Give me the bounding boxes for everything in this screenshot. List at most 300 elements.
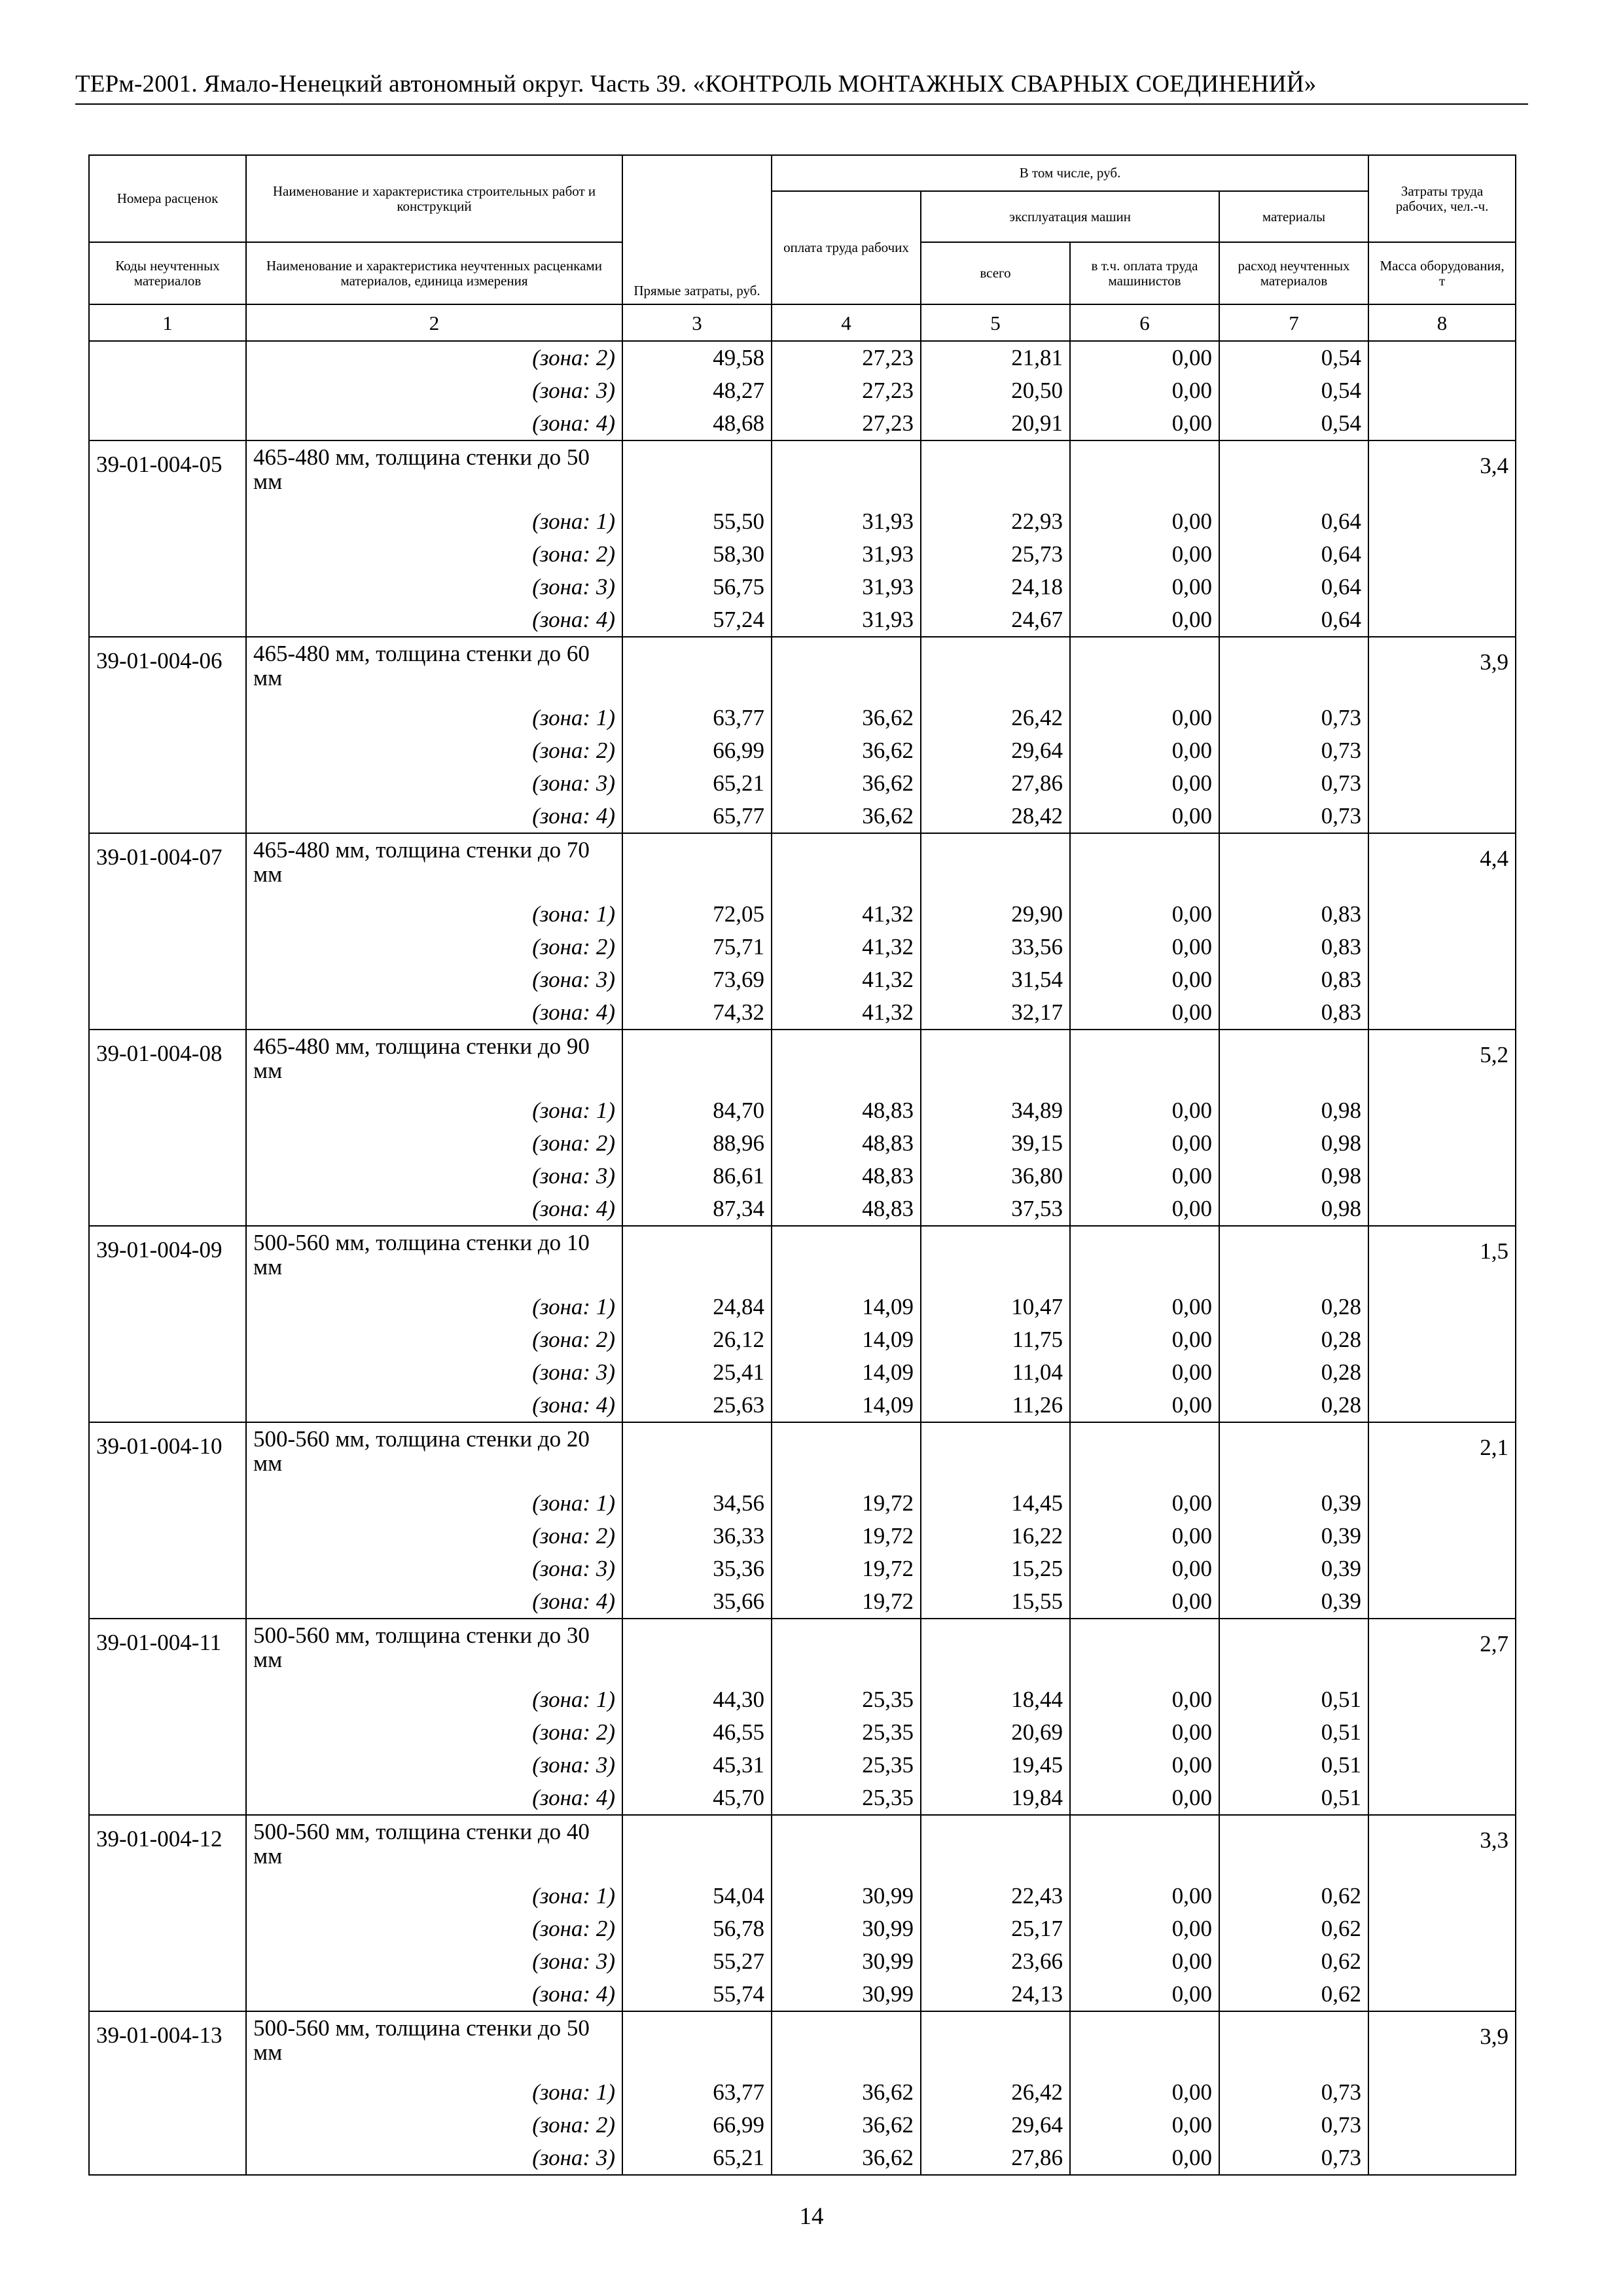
- labor-costs-value: 1,5: [1368, 1226, 1516, 1291]
- zone-label: (зона: 3): [246, 1160, 622, 1193]
- rate-code: 39-01-004-12: [89, 1815, 246, 1880]
- labor-cell: [1368, 1683, 1516, 1716]
- labor-cell: [1368, 800, 1516, 833]
- zone-label: (зона: 3): [246, 963, 622, 996]
- col-number: 8: [1368, 304, 1516, 341]
- materials-cell: 0,73: [1219, 2076, 1368, 2109]
- zone-label: (зона: 2): [246, 1716, 622, 1749]
- direct-costs-cell: 55,50: [622, 505, 772, 538]
- zone-label: (зона: 4): [246, 603, 622, 637]
- empty-cell: [772, 1030, 921, 1094]
- worker-pay-cell: 25,35: [772, 1749, 921, 1782]
- code-cell: [89, 374, 246, 407]
- machinist-pay-cell: 0,00: [1070, 538, 1219, 571]
- direct-costs-cell: 63,77: [622, 702, 772, 734]
- worker-pay-cell: 41,32: [772, 963, 921, 996]
- zone-row: [89, 1978, 1516, 2011]
- materials-cell: 0,83: [1219, 931, 1368, 963]
- worker-pay-cell: 19,72: [772, 1520, 921, 1552]
- zone-label: (зона: 4): [246, 1782, 622, 1815]
- table-header: [89, 155, 1516, 341]
- empty-cell: [1219, 1619, 1368, 1683]
- code-cell: [89, 1585, 246, 1619]
- materials-cell: 0,39: [1219, 1585, 1368, 1619]
- zone-row: [89, 1520, 1516, 1552]
- col-number: 6: [1070, 304, 1219, 341]
- rate-description: 465-480 мм, толщина стенки до 90 мм: [246, 1030, 622, 1094]
- materials-cell: 0,64: [1219, 505, 1368, 538]
- materials-cell: 0,28: [1219, 1356, 1368, 1389]
- zone-row: [89, 1585, 1516, 1619]
- empty-cell: [772, 1815, 921, 1880]
- direct-costs-cell: 75,71: [622, 931, 772, 963]
- col-number: 3: [622, 304, 772, 341]
- zone-row: [89, 1716, 1516, 1749]
- empty-cell: [1070, 2011, 1219, 2076]
- zone-label: (зона: 3): [246, 2142, 622, 2175]
- code-cell: [89, 1487, 246, 1520]
- empty-cell: [772, 1422, 921, 1487]
- direct-costs-cell: 46,55: [622, 1716, 772, 1749]
- labor-cell: [1368, 1094, 1516, 1127]
- worker-pay-cell: 31,93: [772, 538, 921, 571]
- machines-total-cell: 25,17: [921, 1912, 1070, 1945]
- code-cell: [89, 1945, 246, 1978]
- materials-cell: 0,62: [1219, 1912, 1368, 1945]
- zone-row: [89, 767, 1516, 800]
- zone-label: (зона: 3): [246, 571, 622, 603]
- col-equipment-mass: Масса оборудования, т: [1368, 242, 1516, 304]
- labor-cell: [1368, 538, 1516, 571]
- zone-label: (зона: 3): [246, 1945, 622, 1978]
- labor-cell: [1368, 1291, 1516, 1323]
- col-direct-costs: Прямые затраты, руб.: [622, 155, 772, 304]
- zone-row: [89, 1160, 1516, 1193]
- code-cell: [89, 1782, 246, 1815]
- worker-pay-cell: 36,62: [772, 2109, 921, 2142]
- labor-cell: [1368, 1552, 1516, 1585]
- worker-pay-cell: 36,62: [772, 800, 921, 833]
- worker-pay-cell: 14,09: [772, 1356, 921, 1389]
- direct-costs-cell: 58,30: [622, 538, 772, 571]
- direct-costs-cell: 88,96: [622, 1127, 772, 1160]
- labor-cell: [1368, 603, 1516, 637]
- zone-row: [89, 1749, 1516, 1782]
- zone-row: [89, 1389, 1516, 1422]
- worker-pay-cell: 48,83: [772, 1193, 921, 1226]
- direct-costs-cell: 36,33: [622, 1520, 772, 1552]
- zone-row: [89, 1094, 1516, 1127]
- machinist-pay-cell: 0,00: [1070, 996, 1219, 1030]
- machines-total-cell: 20,91: [921, 407, 1070, 440]
- materials-cell: 0,98: [1219, 1094, 1368, 1127]
- materials-cell: 0,64: [1219, 538, 1368, 571]
- machines-total-cell: 37,53: [921, 1193, 1070, 1226]
- worker-pay-cell: 30,99: [772, 1945, 921, 1978]
- direct-costs-cell: 66,99: [622, 2109, 772, 2142]
- materials-cell: 0,39: [1219, 1552, 1368, 1585]
- direct-costs-cell: 44,30: [622, 1683, 772, 1716]
- materials-cell: 0,98: [1219, 1193, 1368, 1226]
- machinist-pay-cell: 0,00: [1070, 1356, 1219, 1389]
- machinist-pay-cell: 0,00: [1070, 1945, 1219, 1978]
- machines-total-cell: 10,47: [921, 1291, 1070, 1323]
- machinist-pay-cell: 0,00: [1070, 571, 1219, 603]
- materials-cell: 0,62: [1219, 1978, 1368, 2011]
- direct-costs-cell: 26,12: [622, 1323, 772, 1356]
- direct-costs-cell: 56,78: [622, 1912, 772, 1945]
- machinist-pay-cell: 0,00: [1070, 734, 1219, 767]
- worker-pay-cell: 36,62: [772, 734, 921, 767]
- zone-label: (зона: 3): [246, 374, 622, 407]
- empty-cell: [1219, 1815, 1368, 1880]
- worker-pay-cell: 48,83: [772, 1160, 921, 1193]
- empty-cell: [921, 1815, 1070, 1880]
- labor-cell: [1368, 505, 1516, 538]
- code-cell: [89, 1094, 246, 1127]
- machinist-pay-cell: 0,00: [1070, 1912, 1219, 1945]
- materials-cell: 0,54: [1219, 374, 1368, 407]
- labor-cell: [1368, 2076, 1516, 2109]
- machines-total-cell: 24,13: [921, 1978, 1070, 2011]
- rate-item-row: [89, 833, 1516, 898]
- worker-pay-cell: 14,09: [772, 1323, 921, 1356]
- machines-total-cell: 33,56: [921, 931, 1070, 963]
- col-group-in-total: В том числе, руб.: [772, 155, 1368, 191]
- empty-cell: [622, 440, 772, 505]
- empty-cell: [772, 1226, 921, 1291]
- rate-description: 465-480 мм, толщина стенки до 70 мм: [246, 833, 622, 898]
- col-materials: материалы: [1219, 191, 1368, 242]
- code-cell: [89, 505, 246, 538]
- zone-row: [89, 963, 1516, 996]
- labor-cell: [1368, 1520, 1516, 1552]
- code-cell: [89, 1291, 246, 1323]
- code-cell: [89, 1520, 246, 1552]
- worker-pay-cell: 31,93: [772, 603, 921, 637]
- zone-label: (зона: 4): [246, 1193, 622, 1226]
- empty-cell: [1219, 2011, 1368, 2076]
- rate-item-row: [89, 2011, 1516, 2076]
- empty-cell: [772, 637, 921, 702]
- empty-cell: [622, 1422, 772, 1487]
- machines-total-cell: 19,84: [921, 1782, 1070, 1815]
- machines-total-cell: 32,17: [921, 996, 1070, 1030]
- code-cell: [89, 1127, 246, 1160]
- empty-cell: [921, 1030, 1070, 1094]
- col-number: 1: [89, 304, 246, 341]
- machinist-pay-cell: 0,00: [1070, 505, 1219, 538]
- col-material-codes: Коды неучтенных материалов: [89, 242, 246, 304]
- materials-cell: 0,54: [1219, 407, 1368, 440]
- zone-label: (зона: 3): [246, 1552, 622, 1585]
- machinist-pay-cell: 0,00: [1070, 1487, 1219, 1520]
- empty-cell: [1070, 440, 1219, 505]
- zone-row: [89, 734, 1516, 767]
- worker-pay-cell: 36,62: [772, 702, 921, 734]
- worker-pay-cell: 25,35: [772, 1716, 921, 1749]
- machinist-pay-cell: 0,00: [1070, 800, 1219, 833]
- machines-total-cell: 18,44: [921, 1683, 1070, 1716]
- machinist-pay-cell: 0,00: [1070, 2076, 1219, 2109]
- labor-cell: [1368, 931, 1516, 963]
- machines-total-cell: 20,50: [921, 374, 1070, 407]
- machinist-pay-cell: 0,00: [1070, 1749, 1219, 1782]
- materials-cell: 0,62: [1219, 1945, 1368, 1978]
- zone-label: (зона: 4): [246, 1978, 622, 2011]
- code-cell: [89, 1683, 246, 1716]
- machinist-pay-cell: 0,00: [1070, 1520, 1219, 1552]
- col-worker-pay: оплата труда рабочих: [772, 191, 921, 304]
- materials-cell: 0,73: [1219, 734, 1368, 767]
- zone-row: [89, 800, 1516, 833]
- rate-code: 39-01-004-13: [89, 2011, 246, 2076]
- zone-row: [89, 341, 1516, 374]
- direct-costs-cell: 63,77: [622, 2076, 772, 2109]
- labor-cell: [1368, 702, 1516, 734]
- machinist-pay-cell: 0,00: [1070, 1683, 1219, 1716]
- worker-pay-cell: 19,72: [772, 1585, 921, 1619]
- machinist-pay-cell: 0,00: [1070, 1193, 1219, 1226]
- machinist-pay-cell: 0,00: [1070, 1389, 1219, 1422]
- machines-total-cell: 11,04: [921, 1356, 1070, 1389]
- direct-costs-cell: 86,61: [622, 1160, 772, 1193]
- code-cell: [89, 407, 246, 440]
- empty-cell: [772, 833, 921, 898]
- zone-row: [89, 1683, 1516, 1716]
- machinist-pay-cell: 0,00: [1070, 1323, 1219, 1356]
- zone-label: (зона: 2): [246, 2109, 622, 2142]
- empty-cell: [1070, 1815, 1219, 1880]
- zone-label: (зона: 2): [246, 1520, 622, 1552]
- machinist-pay-cell: 0,00: [1070, 1716, 1219, 1749]
- machinist-pay-cell: 0,00: [1070, 2109, 1219, 2142]
- zone-row: [89, 1291, 1516, 1323]
- machinist-pay-cell: 0,00: [1070, 374, 1219, 407]
- empty-cell: [1219, 440, 1368, 505]
- labor-cell: [1368, 2109, 1516, 2142]
- empty-cell: [622, 1619, 772, 1683]
- code-cell: [89, 734, 246, 767]
- zone-row: [89, 1323, 1516, 1356]
- labor-cell: [1368, 571, 1516, 603]
- zone-label: (зона: 4): [246, 996, 622, 1030]
- zone-row: [89, 603, 1516, 637]
- empty-cell: [1219, 1030, 1368, 1094]
- zone-label: (зона: 3): [246, 1356, 622, 1389]
- col-unaccounted-materials: расход неучтенных материалов: [1219, 242, 1368, 304]
- code-cell: [89, 1193, 246, 1226]
- code-cell: [89, 898, 246, 931]
- labor-costs-value: 2,1: [1368, 1422, 1516, 1487]
- worker-pay-cell: 31,93: [772, 505, 921, 538]
- labor-cell: [1368, 1978, 1516, 2011]
- worker-pay-cell: 41,32: [772, 996, 921, 1030]
- machinist-pay-cell: 0,00: [1070, 407, 1219, 440]
- code-cell: [89, 1749, 246, 1782]
- col-number: 4: [772, 304, 921, 341]
- machines-total-cell: 16,22: [921, 1520, 1070, 1552]
- zone-label: (зона: 2): [246, 1127, 622, 1160]
- zone-row: [89, 702, 1516, 734]
- empty-cell: [1070, 637, 1219, 702]
- machines-total-cell: 26,42: [921, 702, 1070, 734]
- zone-label: (зона: 2): [246, 931, 622, 963]
- rate-code: 39-01-004-05: [89, 440, 246, 505]
- zone-label: (зона: 1): [246, 1683, 622, 1716]
- machines-total-cell: 22,43: [921, 1880, 1070, 1912]
- materials-cell: 0,83: [1219, 963, 1368, 996]
- code-cell: [89, 1912, 246, 1945]
- col-machinist-pay: в т.ч. оплата труда машинистов: [1070, 242, 1219, 304]
- rate-code: 39-01-004-08: [89, 1030, 246, 1094]
- machines-total-cell: 15,25: [921, 1552, 1070, 1585]
- direct-costs-cell: 48,68: [622, 407, 772, 440]
- rate-description: 500-560 мм, толщина стенки до 50 мм: [246, 2011, 622, 2076]
- rate-code: 39-01-004-10: [89, 1422, 246, 1487]
- labor-cell: [1368, 1912, 1516, 1945]
- materials-cell: 0,51: [1219, 1749, 1368, 1782]
- labor-cell: [1368, 1127, 1516, 1160]
- rate-description: 465-480 мм, толщина стенки до 60 мм: [246, 637, 622, 702]
- worker-pay-cell: 30,99: [772, 1880, 921, 1912]
- empty-cell: [622, 2011, 772, 2076]
- machines-total-cell: 23,66: [921, 1945, 1070, 1978]
- empty-cell: [921, 2011, 1070, 2076]
- empty-cell: [921, 1422, 1070, 1487]
- labor-cell: [1368, 1716, 1516, 1749]
- zone-label: (зона: 2): [246, 538, 622, 571]
- worker-pay-cell: 27,23: [772, 341, 921, 374]
- empty-cell: [772, 1619, 921, 1683]
- machines-total-cell: 22,93: [921, 505, 1070, 538]
- code-cell: [89, 571, 246, 603]
- labor-cell: [1368, 1323, 1516, 1356]
- column-number-row: [89, 304, 1516, 341]
- zone-label: (зона: 4): [246, 407, 622, 440]
- direct-costs-cell: 55,74: [622, 1978, 772, 2011]
- machinist-pay-cell: 0,00: [1070, 1880, 1219, 1912]
- empty-cell: [622, 1226, 772, 1291]
- labor-costs-value: 4,4: [1368, 833, 1516, 898]
- machinist-pay-cell: 0,00: [1070, 1291, 1219, 1323]
- machines-total-cell: 29,64: [921, 734, 1070, 767]
- rate-item-row: [89, 440, 1516, 505]
- machinist-pay-cell: 0,00: [1070, 341, 1219, 374]
- machines-total-cell: 24,67: [921, 603, 1070, 637]
- worker-pay-cell: 41,32: [772, 931, 921, 963]
- zone-row: [89, 1487, 1516, 1520]
- zone-row: [89, 931, 1516, 963]
- rate-item-row: [89, 1226, 1516, 1291]
- materials-cell: 0,64: [1219, 603, 1368, 637]
- zone-label: (зона: 4): [246, 1389, 622, 1422]
- machines-total-cell: 15,55: [921, 1585, 1070, 1619]
- direct-costs-cell: 57,24: [622, 603, 772, 637]
- direct-costs-cell: 49,58: [622, 341, 772, 374]
- machines-total-cell: 11,26: [921, 1389, 1070, 1422]
- zone-label: (зона: 2): [246, 734, 622, 767]
- labor-cell: [1368, 1880, 1516, 1912]
- machines-total-cell: 29,64: [921, 2109, 1070, 2142]
- direct-costs-cell: 65,77: [622, 800, 772, 833]
- machines-total-cell: 19,45: [921, 1749, 1070, 1782]
- machinist-pay-cell: 0,00: [1070, 1585, 1219, 1619]
- zone-label: (зона: 1): [246, 1291, 622, 1323]
- worker-pay-cell: 36,62: [772, 2076, 921, 2109]
- direct-costs-cell: 45,70: [622, 1782, 772, 1815]
- rate-item-row: [89, 1422, 1516, 1487]
- rate-item-row: [89, 1815, 1516, 1880]
- labor-costs-value: 2,7: [1368, 1619, 1516, 1683]
- machines-total-cell: 29,90: [921, 898, 1070, 931]
- empty-cell: [772, 440, 921, 505]
- labor-costs-value: 3,3: [1368, 1815, 1516, 1880]
- col-machines-total: всего: [921, 242, 1070, 304]
- materials-cell: 0,83: [1219, 996, 1368, 1030]
- labor-costs-value: 3,9: [1368, 637, 1516, 702]
- machinist-pay-cell: 0,00: [1070, 1094, 1219, 1127]
- labor-cell: [1368, 1356, 1516, 1389]
- machinist-pay-cell: 0,00: [1070, 1552, 1219, 1585]
- empty-cell: [1070, 1422, 1219, 1487]
- labor-cell: [1368, 2142, 1516, 2175]
- direct-costs-cell: 24,84: [622, 1291, 772, 1323]
- empty-cell: [772, 2011, 921, 2076]
- zone-row: [89, 505, 1516, 538]
- materials-cell: 0,28: [1219, 1323, 1368, 1356]
- code-cell: [89, 341, 246, 374]
- worker-pay-cell: 36,62: [772, 767, 921, 800]
- code-cell: [89, 2142, 246, 2175]
- rate-code: 39-01-004-07: [89, 833, 246, 898]
- empty-cell: [921, 637, 1070, 702]
- zone-label: (зона: 4): [246, 1585, 622, 1619]
- zone-row: [89, 407, 1516, 440]
- materials-cell: 0,73: [1219, 702, 1368, 734]
- worker-pay-cell: 25,35: [772, 1782, 921, 1815]
- zone-label: (зона: 1): [246, 1094, 622, 1127]
- materials-cell: 0,98: [1219, 1160, 1368, 1193]
- direct-costs-cell: 73,69: [622, 963, 772, 996]
- zone-label: (зона: 1): [246, 1880, 622, 1912]
- worker-pay-cell: 30,99: [772, 1912, 921, 1945]
- machines-total-cell: 36,80: [921, 1160, 1070, 1193]
- labor-costs-value: 5,2: [1368, 1030, 1516, 1094]
- labor-cell: [1368, 963, 1516, 996]
- empty-cell: [1070, 1030, 1219, 1094]
- col-number: 7: [1219, 304, 1368, 341]
- zone-row: [89, 571, 1516, 603]
- labor-cell: [1368, 1585, 1516, 1619]
- labor-cell: [1368, 341, 1516, 374]
- code-cell: [89, 931, 246, 963]
- zone-label: (зона: 1): [246, 2076, 622, 2109]
- zone-label: (зона: 2): [246, 341, 622, 374]
- machines-total-cell: 25,73: [921, 538, 1070, 571]
- worker-pay-cell: 30,99: [772, 1978, 921, 2011]
- machines-total-cell: 31,54: [921, 963, 1070, 996]
- machinist-pay-cell: 0,00: [1070, 931, 1219, 963]
- direct-costs-cell: 25,63: [622, 1389, 772, 1422]
- code-cell: [89, 767, 246, 800]
- direct-costs-cell: 72,05: [622, 898, 772, 931]
- empty-cell: [1070, 1619, 1219, 1683]
- materials-cell: 0,51: [1219, 1782, 1368, 1815]
- machinist-pay-cell: 0,00: [1070, 1782, 1219, 1815]
- empty-cell: [1219, 637, 1368, 702]
- worker-pay-cell: 19,72: [772, 1487, 921, 1520]
